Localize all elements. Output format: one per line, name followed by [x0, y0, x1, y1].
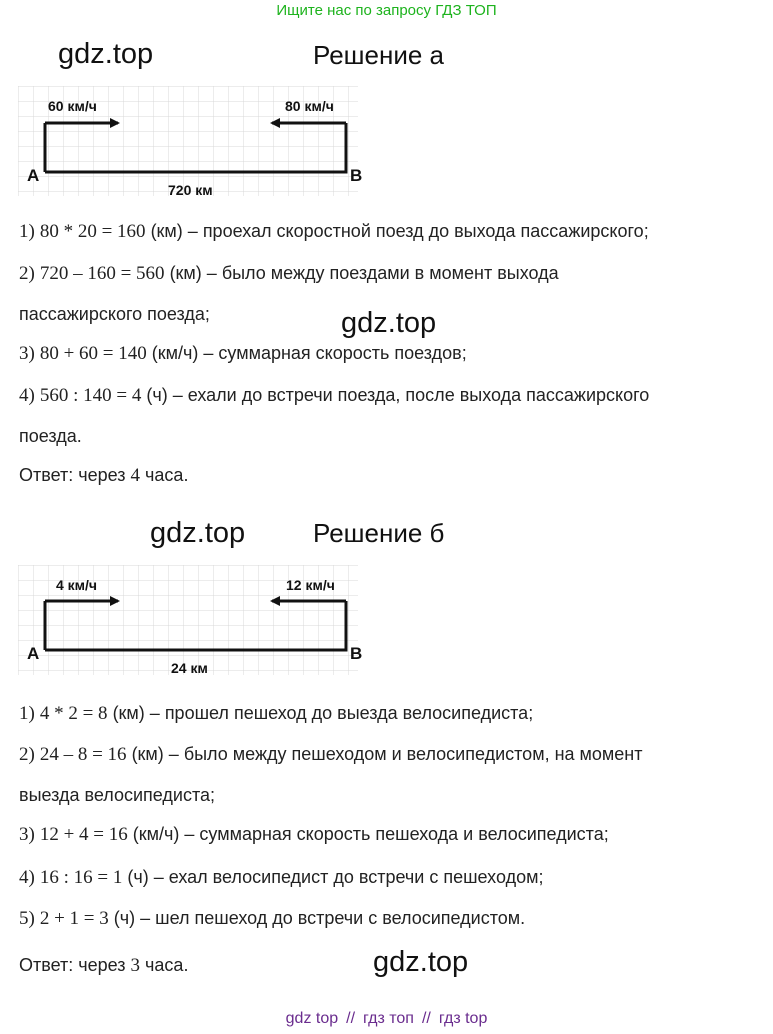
footer-link-gdz-top-ru[interactable]: гдз топ — [363, 1010, 414, 1027]
line-number: 1) — [19, 703, 35, 724]
footer-links — [0, 1010, 773, 1028]
line-number: 5) — [19, 908, 35, 929]
line-expression: 80 + 60 = 140 — [39, 343, 147, 364]
line-text: (км/ч) – суммарная скорость поездов; — [146, 343, 467, 363]
solution-b-line-2 — [19, 744, 642, 766]
answer-suffix: часа. — [140, 955, 189, 975]
distance-label: 720 км — [168, 182, 213, 198]
line-text: пассажирского поезда; — [19, 304, 210, 324]
point-b-label: B — [350, 644, 363, 663]
solution-a-line-3 — [19, 343, 467, 365]
line-expression: 80 * 20 = 160 — [39, 221, 146, 242]
line-text: (ч) – ехали до встречи поезда, после выхода пассажирского — [141, 385, 650, 405]
watermark: gdz.top — [58, 38, 154, 70]
left-speed-label: 4 км/ч — [56, 577, 98, 593]
top-banner[interactable]: Ищите нас по запросу ГДЗ ТОП — [276, 2, 497, 19]
line-text: (ч) – шел пешеход до встречи с велосипедистом. — [108, 908, 526, 928]
line-expression: 12 + 4 = 16 — [39, 824, 128, 845]
line-expression: 4 * 2 = 8 — [39, 703, 108, 724]
watermark: gdz.top — [341, 307, 437, 339]
diagram-a — [18, 86, 363, 198]
point-a-label: A — [27, 166, 40, 185]
solution-a-line-2 — [19, 263, 559, 285]
right-speed-label: 80 км/ч — [285, 98, 334, 114]
line-expression: 560 : 140 = 4 — [39, 385, 142, 406]
solution-a-heading: Решение а — [313, 40, 445, 70]
line-number: 2) — [19, 744, 35, 765]
footer-separator: // — [421, 1010, 431, 1027]
line-text: (ч) – ехал велосипедист до встречи с пешеходом; — [122, 867, 544, 887]
line-expression: 720 – 160 = 560 — [39, 263, 165, 284]
footer-link-gdz-top-mixed[interactable]: гдз top — [438, 1010, 488, 1027]
line-text: (км) – было между пешеходом и велосипедистом, на момент — [126, 744, 643, 764]
line-expression: 24 – 8 = 16 — [39, 744, 127, 765]
line-number: 4) — [19, 867, 35, 888]
line-number: 3) — [19, 824, 35, 845]
line-text: (км) – прошел пешеход до выезда велосипедиста; — [107, 703, 534, 723]
footer-separator: // — [346, 1010, 356, 1027]
right-speed-label: 12 км/ч — [286, 577, 335, 593]
watermark: gdz.top — [373, 946, 469, 978]
line-number: 2) — [19, 263, 35, 284]
distance-label: 24 км — [171, 660, 208, 676]
diagram-b — [18, 565, 363, 676]
solution-b-heading: Решение б — [313, 518, 445, 548]
left-speed-label: 60 км/ч — [48, 98, 97, 114]
point-b-label: B — [350, 166, 363, 185]
line-expression: 2 + 1 = 3 — [39, 908, 109, 929]
solution-b-line-4 — [19, 867, 543, 889]
line-number: 4) — [19, 385, 35, 406]
point-a-label: A — [27, 644, 40, 663]
solution-b-answer — [19, 955, 188, 977]
solution-b-line-3 — [19, 824, 609, 846]
solution-a-line-2-cont — [19, 304, 210, 325]
answer-value: 4 — [130, 465, 141, 486]
line-number: 1) — [19, 221, 35, 242]
footer-link-gdz-top[interactable]: gdz top — [285, 1010, 339, 1027]
line-text: (км) – было между поездами в момент выхода — [164, 263, 559, 283]
answer-suffix: часа. — [140, 465, 189, 485]
solution-a-answer — [19, 465, 188, 487]
solution-b-line-2-cont — [19, 785, 215, 806]
solution-b-line-5 — [19, 908, 525, 930]
watermark: gdz.top — [150, 517, 246, 549]
line-text: (км) – проехал скоростной поезд до выхода пассажирского; — [145, 221, 649, 241]
answer-prefix: Ответ: через — [19, 955, 131, 975]
solution-b-line-1 — [19, 703, 533, 725]
answer-value: 3 — [130, 955, 141, 976]
line-text: выезда велосипедиста; — [19, 785, 216, 805]
answer-prefix: Ответ: через — [19, 465, 131, 485]
solution-a-line-4 — [19, 385, 649, 407]
line-number: 3) — [19, 343, 35, 364]
line-expression: 16 : 16 = 1 — [39, 867, 123, 888]
line-text: (км/ч) – суммарная скорость пешехода и велосипедиста; — [127, 824, 609, 844]
line-text: поезда. — [19, 426, 82, 446]
solution-a-line-4-cont — [19, 426, 82, 447]
solution-a-line-1 — [19, 221, 649, 243]
